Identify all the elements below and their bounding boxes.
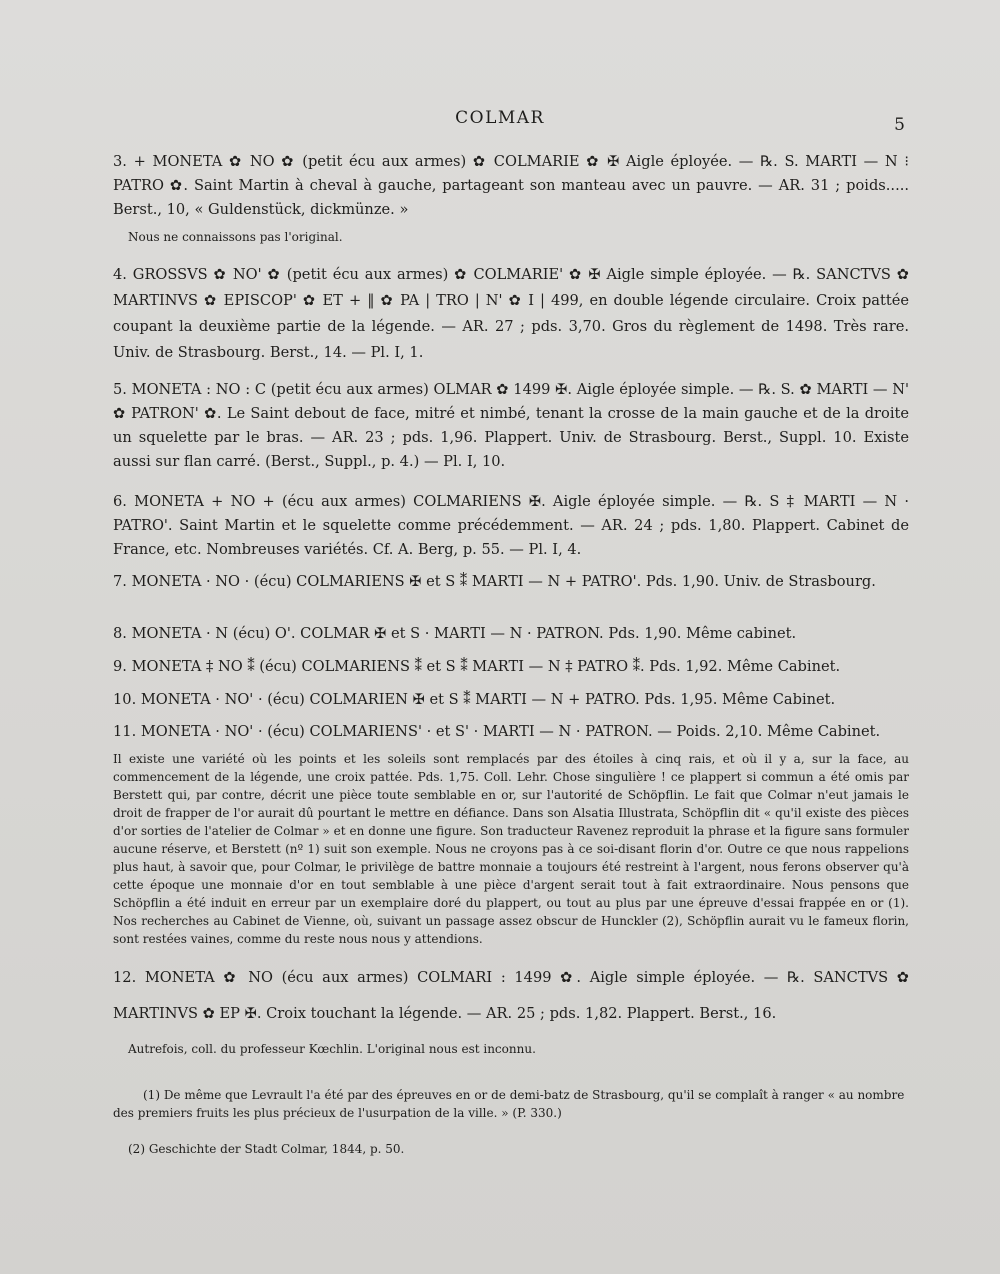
coin-entry-8: 8. MONETA · N (écu) O'. COLMAR ✠ et S · MARTI — N · PATRON. Pds. 1,90. Même cabinet. <box>113 625 797 642</box>
entry-3-note: Nous ne connaissons pas l'original. <box>128 230 343 244</box>
commentary-note: Il existe une variété où les points et les soleils sont remplacés par des étoiles à cinq rais, et où il y a, sur la face, au commencement de la légende, une croix pattée. Pds. 1,75. Coll. Lehr. Chose singulière ! ce plappert si commun a été omis par Berstett qui, par contre, décrit une pièce toute semblable en or, sur l'autorité de Schöpflin. Le fait que Colmar n'eut jamais le droit de frapper de l'or aurait dû pourtant le mettre en défiance. Dans son Alsatia Illustrata, Schöpflin dit « qu'il existe des pièces d'or sorties de l'atelier de Colmar » et en donne une figure. Son traducteur Ravenez reproduit la phrase et la figure sans formuler aucune réserve, et Berstett (nº 1) suit son exemple. Nous ne croyons pas à ce soi-disant florin d'or. Outre ce que nous rappelions plus haut, à savoir que, pour Colmar, le privilège de battre monnaie a toujours été restreint à l'argent, nous ferons observer qu'à cette époque une monnaie d'or en tout semblable à une pièce d'argent serait tout à fait extraordinaire. Nous pensons que Schöpflin a été induit en erreur par un exemplaire doré du plappert, ou tout au plus par une épreuve d'essai frappée en or (1). Nos recherches au Cabinet de Vienne, où, suivant un passage assez obscur de Hunckler (2), Schöpflin aurait vu le fameux florin, sont restées vaines, comme du reste nous nous y attendions. <box>113 752 909 946</box>
coin-entry-12: 12. MONETA ✿ NO (écu aux armes) COLMARI : 1499 ✿. Aigle simple éployée. — ℞. SANCTVS ✿ MARTINVS ✿ EP ✠. Croix touchant la légende. — AR. 25 ; pds. 1,82. Plappert. Berst., 16. <box>113 969 909 1022</box>
coin-entry-3: 3. + MONETA ✿ NO ✿ (petit écu aux armes) ✿ COLMARIE ✿ ✠ Aigle éployée. — ℞. S. MARTI — N ⁝ PATRO ✿. Saint Martin à cheval à gauche, partageant son manteau avec un pauvre. — AR. 31 ; poids..... Berst., 10, « Guldenstück, dickmünze. » <box>113 153 909 218</box>
coin-entry-11: 11. MONETA · NO' · (écu) COLMARIENS' · et S' · MARTI — N · PATRON. — Poids. 2,10. Même Cabinet. <box>113 723 881 740</box>
coin-entry-5: 5. MONETA : NO : C (petit écu aux armes) OLMAR ✿ 1499 ✠. Aigle éployée simple. — ℞. S. ✿ MARTI — N' ✿ PATRON' ✿. Le Saint debout de face, mitré et nimbé, tenant la crosse de la main gauche et de la droite un squelette par le bras. — AR. 23 ; pds. 1,96. Plappert. Univ. de Strasbourg. Berst., Suppl. 10. Existe aussi sur flan carré. (Berst., Suppl., p. 4.) — Pl. I, 10. <box>113 381 909 470</box>
coin-entry-10: 10. MONETA · NO' · (écu) COLMARIEN ✠ et S ⁑ MARTI — N + PATRO. Pds. 1,95. Même Cabinet. <box>113 691 836 708</box>
coin-entry-6: 6. MONETA + NO + (écu aux armes) COLMARIENS ✠. Aigle éployée simple. — ℞. S ‡ MARTI — N · PATRO'. Saint Martin et le squelette comme précédemment. — AR. 24 ; pds. 1,80. Plappert. Cabinet de France, etc. Nombreuses variétés. Cf. A. Berg, p. 55. — Pl. I, 4. <box>113 493 909 558</box>
running-title: COLMAR <box>455 108 545 128</box>
footnote-2: (2) Geschichte der Stadt Colmar, 1844, p. 50. <box>128 1142 405 1156</box>
page-number: 5 <box>894 115 905 135</box>
entry-12-note: Autrefois, coll. du professeur Kœchlin. L'original nous est inconnu. <box>128 1042 536 1056</box>
coin-entry-9: 9. MONETA ‡ NO ⁑ (écu) COLMARIENS ⁑ et S ⁑ MARTI — N ‡ PATRO ⁑. Pds. 1,92. Même Cabinet. <box>113 658 841 675</box>
coin-entry-4: 4. GROSSVS ✿ NO' ✿ (petit écu aux armes) ✿ COLMARIE' ✿ ✠ Aigle simple éployée. — ℞. SANCTVS ✿ MARTINVS ✿ EPISCOP' ✿ ET + ‖ ✿ PA | TRO | N' ✿ I | 499, en double légende circulaire. Croix pattée coupant la deuxième partie de la légende. — AR. 27 ; pds. 3,70. Gros du règlement de 1498. Très rare. Univ. de Strasbourg. Berst., 14. — Pl. I, 1. <box>113 266 909 361</box>
footnote-1: (1) De même que Levrault l'a été par des épreuves en or de demi-batz de Strasbourg, qu'il se complaît à ranger « au nombre des premiers fruits les plus précieux de l'usurpation de la ville. » (P. 330.) <box>113 1088 905 1120</box>
coin-entry-7: 7. MONETA · NO · (écu) COLMARIENS ✠ et S ⁑ MARTI — N + PATRO'. Pds. 1,90. Univ. de Strasbourg. <box>113 573 876 590</box>
